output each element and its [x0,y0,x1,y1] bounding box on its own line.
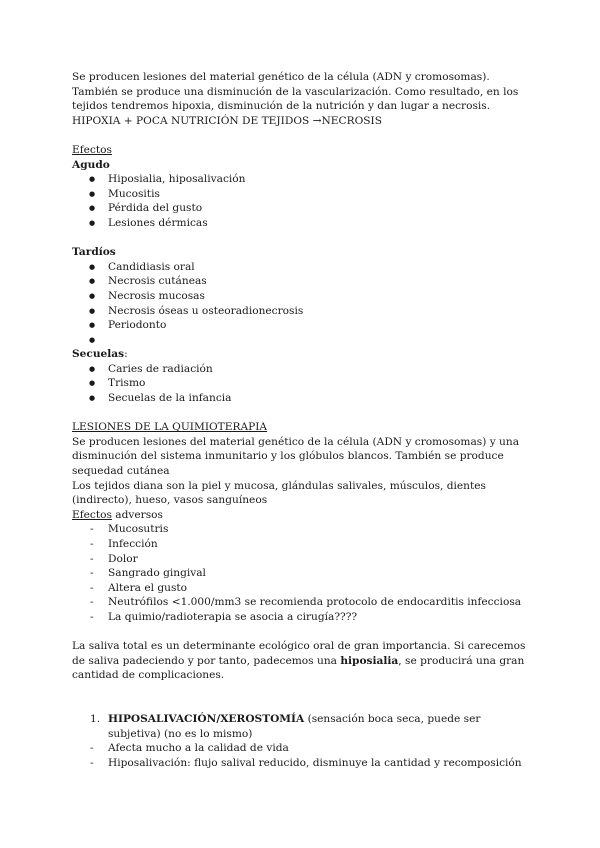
intro-formula: HIPOXIA + POCA NUTRICIÓN DE TEJIDOS →NECROSIS [72,114,382,127]
list-item: ● Pérdida del gusto [72,201,532,216]
list-item: ● Lesiones dérmicas [72,216,532,231]
list-item: ● Secuelas de la infancia [72,391,532,406]
list-item: ● Necrosis mucosas [72,289,532,304]
list-item: ● Candidiasis oral [72,260,532,275]
secuelas-list [72,362,532,406]
list-item: - Hiposalivación: flujo salival reducido, disminuye la cantidad y recomposición [72,756,532,771]
list-item: - La quimio/radioterapia se asocia a cirugía???? [72,610,532,625]
numbered-list [72,712,532,741]
tardios-list [72,260,532,348]
saliva-paragraph: La saliva total es un determinante ecológico oral de gran importancia. Si carecemos de saliva padeciendo y por tanto, padecemos una hiposialia, se producirá una gran cantidad de complicaciones. [72,640,526,682]
list-item: - Altera el gusto [72,581,532,596]
secuelas-title: Secuelas: [72,348,128,361]
tardios-title: Tardíos [72,246,116,259]
list-item: ● Necrosis cutáneas [72,274,532,289]
list-item: - Mucosutris [72,522,532,537]
list-item: - Afecta mucho a la calidad de vida [72,741,532,756]
list-item: ● Necrosis óseas u osteoradionecrosis [72,304,532,319]
efectos-adversos-label: Efectos adversos [72,508,163,521]
quimio-paragraph-1: Se producen lesiones del material genético de la célula (ADN y cromosomas) y una disminución del sistema inmunitario y los glóbulos blancos. También se produce sequedad cutánea [72,435,520,478]
list-item: ● Trismo [72,376,532,391]
list-item: - Dolor [72,552,532,567]
list-item: ● Periodonto [72,318,532,333]
list-item: - Infección [72,537,532,552]
empty-list-item [72,333,532,348]
agudo-title: Agudo [72,158,110,171]
quimio-paragraph-2: Los tejidos diana son la piel y mucosa, glándulas salivales, músculos, dientes (indirecto), hueso, vasos sanguíneos [72,479,486,507]
list-item: - Neutrófilos <1.000/mm3 se recomienda protocolo de endocarditis infecciosa [72,595,532,610]
intro-paragraph: Se producen lesiones del material genético de la célula (ADN y cromosomas). También se produce una disminución de la vascularización. Como resultado, en los tejidos tendremos hipoxia, disminución de la nutrición y dan lugar a necrosis. [72,71,519,113]
list-item: ● Mucositis [72,187,532,202]
document-content [72,70,532,771]
efectos-heading: Efectos [72,143,112,156]
numbered-item: 1. HIPOSALIVACIÓN/XEROSTOMÍA (sensación boca seca, puede ser subjetiva) (no es lo mismo) [90,713,481,740]
quimio-heading: LESIONES DE LA QUIMIOTERAPIA [72,421,268,434]
hiposalivacion-list [72,741,532,770]
list-item: ● Caries de radiación [72,362,532,377]
quimio-list [72,522,532,624]
agudo-list [72,172,532,230]
list-item: - Sangrado gingival [72,566,532,581]
list-item: ● Hiposialia, hiposalivación [72,172,532,187]
